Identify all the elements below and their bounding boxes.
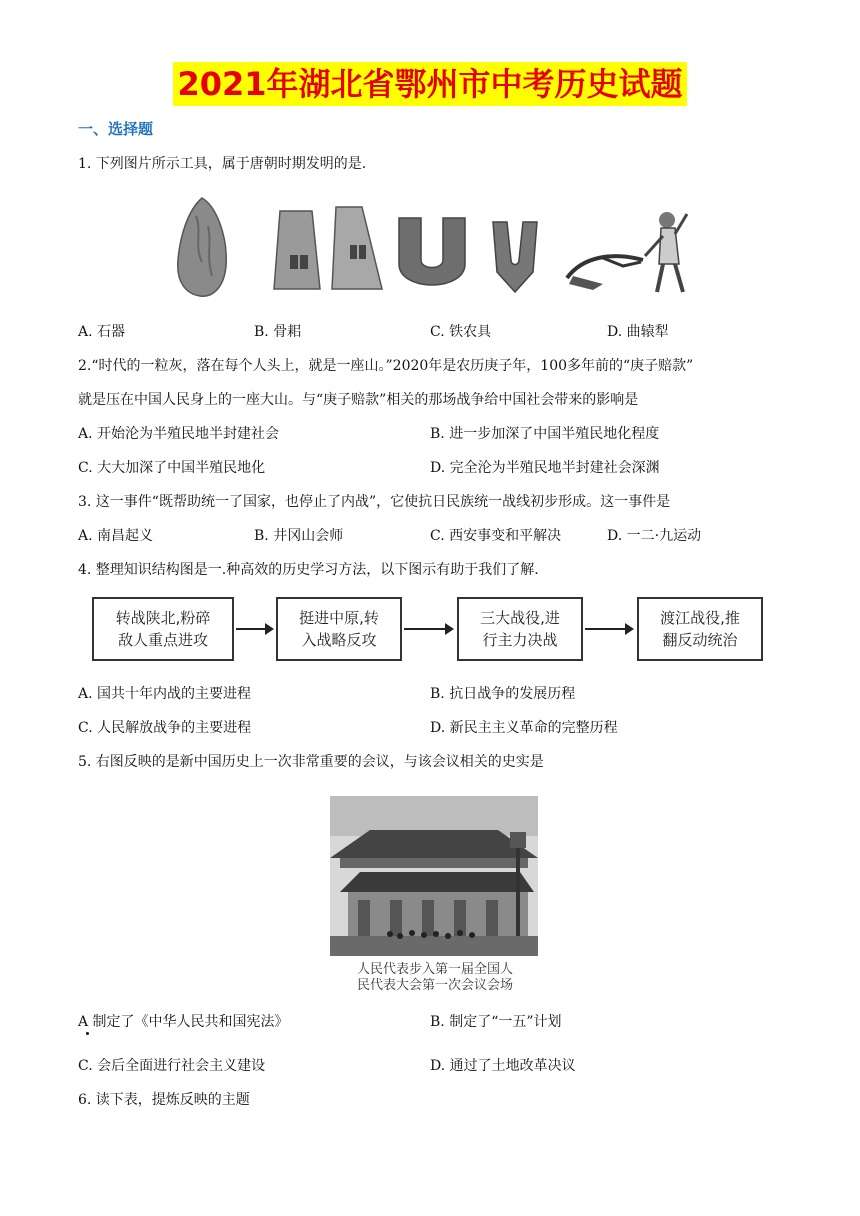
q5-photo-caption-line1: 人民代表步入第一届全国人: [356, 962, 513, 977]
q1-option-a[interactable]: A. 石器: [78, 324, 126, 340]
q1-stem: 1. 下列图片所示工具，属于唐朝时期发明的是.: [78, 156, 367, 172]
section-heading: 一、选择题: [78, 120, 154, 138]
q1-option-c[interactable]: C. 铁农具: [430, 324, 492, 340]
q2-option-a[interactable]: A. 开始沦为半殖民地半封建社会: [78, 426, 280, 442]
flow-box-3: [457, 597, 583, 661]
flow-box-3-line2: 行主力决战: [482, 631, 558, 649]
q1-bone-spade-image: [270, 205, 386, 297]
q5-option-b[interactable]: B. 制定了“一五”计划: [430, 1014, 562, 1030]
flow-box-3-line1: 三大战役,进: [480, 609, 560, 627]
flow-box-4-line2: 翻反动统治: [662, 631, 738, 649]
q3-option-c[interactable]: C. 西安事变和平解决: [430, 528, 562, 544]
flow-box-1-line1: 转战陕北,粉碎: [115, 609, 211, 627]
q2-stem-line1: 2.“时代的一粒灰，落在每个人头上，就是一座山。”2020年是农历庚子年，100多年前的“庚子赔款”: [78, 358, 694, 374]
q5-option-a[interactable]: A 制定了《中华人民共和国宪法》: [78, 1014, 289, 1030]
q3-stem: 3. 这一事件“既帮助统一了国家，也停止了内战”，它使抗日民族统一战线初步形成。这一事件是: [78, 494, 671, 510]
q1-option-d[interactable]: D. 曲辕犁: [607, 324, 669, 340]
flow-arrow-3: [585, 628, 632, 630]
q4-option-a[interactable]: A. 国共十年内战的主要进程: [78, 686, 252, 702]
q3-option-b[interactable]: B. 井冈山会师: [254, 528, 344, 544]
q1-iron-tools-image: [393, 212, 553, 296]
q4-option-b[interactable]: B. 抗日战争的发展历程: [430, 686, 576, 702]
q3-option-d[interactable]: D. 一二·九运动: [607, 528, 702, 544]
q6-stem: 6. 读下表，提炼反映的主题: [78, 1092, 250, 1108]
flow-box-4-line1: 渡江战役,推: [660, 609, 740, 627]
q3-option-a[interactable]: A. 南昌起义: [78, 528, 154, 544]
q2-option-d[interactable]: D. 完全沦为半殖民地半封建社会深渊: [430, 460, 660, 476]
flow-box-2-line2: 入战略反攻: [301, 631, 377, 649]
q1-stone-tool-image: [172, 196, 232, 300]
title-container: [0, 62, 860, 106]
flow-box-4: [637, 597, 763, 661]
q4-option-d[interactable]: D. 新民主主义革命的完整历程: [430, 720, 618, 736]
q1-curved-plow-image: [563, 206, 703, 296]
q5-stem: 5. 右图反映的是新中国历史上一次非常重要的会议，与该会议相关的史实是: [78, 754, 544, 770]
q2-option-b[interactable]: B. 进一步加深了中国半殖民地化程度: [430, 426, 660, 442]
flow-box-1-line2: 敌人重点进攻: [117, 631, 208, 649]
q2-stem-line2: 就是压在中国人民身上的一座大山。与“庚子赔款”相关的那场战争给中国社会带来的影响是: [78, 392, 639, 408]
flow-arrow-1: [236, 628, 272, 630]
q4-stem: 4. 整理知识结构图是一.种高效的历史学习方法，以下图示有助于我们了解.: [78, 562, 539, 578]
q2-option-c[interactable]: C. 大大加深了中国半殖民地化: [78, 460, 266, 476]
stray-dot: [86, 1032, 89, 1035]
flow-box-2-line1: 挺进中原,转: [299, 609, 379, 627]
q5-photo-caption-line2: 民代表大会第一次会议会场: [356, 978, 513, 993]
q4-option-c[interactable]: C. 人民解放战争的主要进程: [78, 720, 252, 736]
q5-option-d[interactable]: D. 通过了土地改革决议: [430, 1058, 576, 1074]
page-title: 2021年湖北省鄂州市中考历史试题: [173, 62, 686, 106]
flow-box-1: [92, 597, 234, 661]
q5-congress-hall-photo: [330, 796, 538, 956]
flow-box-2: [276, 597, 402, 661]
q1-option-b[interactable]: B. 骨耜: [254, 324, 302, 340]
flow-arrow-2: [404, 628, 452, 630]
q5-option-c[interactable]: C. 会后全面进行社会主义建设: [78, 1058, 266, 1074]
